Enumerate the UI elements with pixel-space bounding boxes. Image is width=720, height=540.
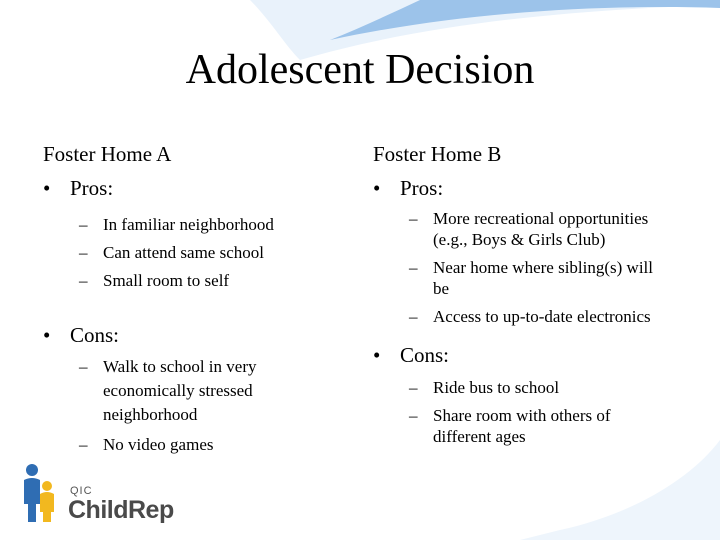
- list-item: [79, 242, 343, 263]
- dash-marker: –: [79, 243, 88, 262]
- list-item-text: Small room to self: [103, 271, 230, 290]
- foster-home-a-column: [43, 140, 343, 462]
- cons-label-text: Cons:: [70, 323, 120, 347]
- foster-home-b-heading: Foster Home B: [373, 142, 502, 166]
- logo-prefix: QIC: [70, 485, 93, 497]
- list-item: [409, 306, 659, 327]
- list-item-text: Walk to school in very economically stressed neighborhood: [103, 357, 257, 424]
- dash-marker: –: [79, 357, 88, 376]
- list-item: [79, 355, 309, 427]
- slide-title: Adolescent Decision: [185, 47, 535, 93]
- dash-marker: –: [79, 435, 88, 454]
- list-item-text: Ride bus to school: [433, 378, 560, 397]
- list-item: [409, 257, 659, 299]
- dash-marker: –: [409, 307, 418, 326]
- bullet-marker: •: [373, 176, 381, 200]
- pros-label-text: Pros:: [400, 176, 444, 200]
- foster-home-b-pros-list: [373, 208, 659, 327]
- foster-home-a-heading: Foster Home A: [43, 142, 172, 166]
- list-item-text: Can attend same school: [103, 243, 264, 262]
- dash-marker: –: [409, 406, 418, 425]
- bullet-marker: •: [373, 343, 381, 367]
- foster-home-b-cons-list: [373, 377, 659, 447]
- foster-home-a-pros-label: [43, 174, 343, 202]
- foster-home-a-cons-list: [43, 355, 309, 455]
- people-figures-icon: [20, 460, 70, 530]
- list-item: [79, 214, 343, 235]
- dash-marker: –: [409, 209, 418, 228]
- logo-name: ChildRep: [68, 496, 174, 524]
- list-item-text: Share room with others of different ages: [433, 406, 611, 446]
- cons-label-text: Cons:: [400, 343, 450, 367]
- foster-home-b-column: [373, 140, 673, 454]
- list-item: [79, 270, 343, 291]
- dash-marker: –: [409, 378, 418, 397]
- foster-home-b-pros-label: [373, 174, 673, 202]
- foster-home-a-pros-list: [43, 214, 343, 291]
- dash-marker: –: [79, 271, 88, 290]
- qic-childrep-logo: [20, 460, 180, 530]
- foster-home-a-cons-label: [43, 321, 343, 349]
- bullet-marker: •: [43, 176, 51, 200]
- list-item: [409, 405, 659, 447]
- dash-marker: –: [409, 258, 418, 277]
- dash-marker: –: [79, 215, 88, 234]
- foster-home-b-cons-label: [373, 341, 673, 369]
- list-item: [409, 208, 659, 250]
- pros-label-text: Pros:: [70, 176, 114, 200]
- bullet-marker: •: [43, 323, 51, 347]
- list-item-text: More recreational opportunities (e.g., Boys & Girls Club): [433, 209, 649, 249]
- list-item: [79, 434, 309, 455]
- list-item-text: No video games: [103, 435, 214, 454]
- list-item-text: Access to up-to-date electronics: [433, 307, 651, 326]
- list-item-text: In familiar neighborhood: [103, 215, 274, 234]
- list-item-text: Near home where sibling(s) will be: [433, 258, 653, 298]
- list-item: [409, 377, 659, 398]
